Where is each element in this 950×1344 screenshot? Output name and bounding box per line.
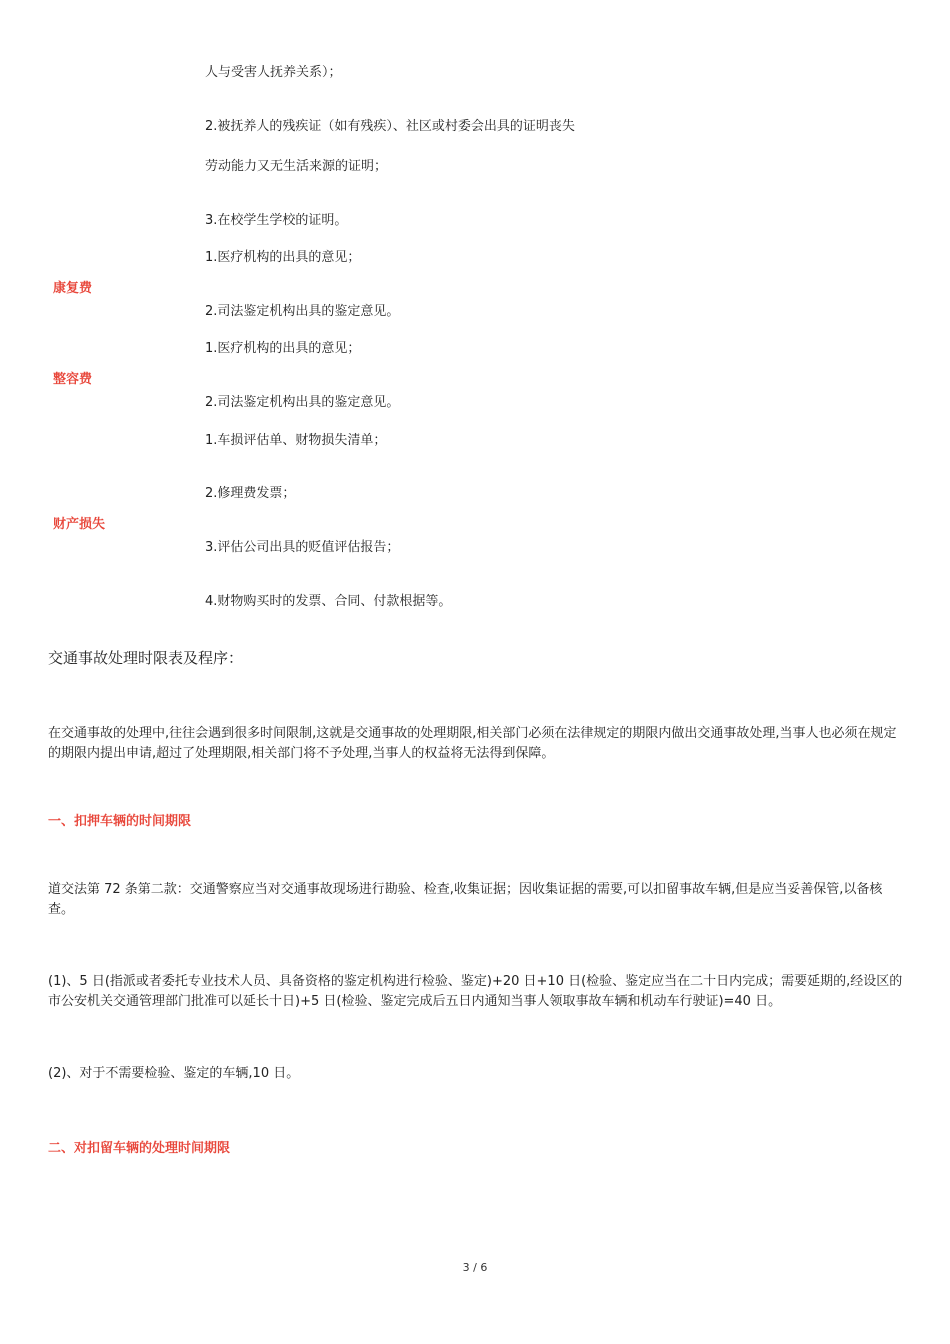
label-property-loss: 财产损失 (53, 517, 106, 532)
page-title: 交通事故处理时限表及程序： (48, 649, 244, 667)
section-title: 二、对扣留车辆的处理时间期限 (48, 1141, 231, 1156)
law-paragraph: 道交法第 72 条第二款：交通警察应当对交通事故现场进行勘验、检查,收集证据；因收集证据的需要,可以扣留事故车辆,但是应当妥善保管,以备核查。 (48, 882, 883, 917)
label-cosmetic-fee: 整容费 (53, 372, 93, 387)
table-row: 3.在校学生学校的证明。 (205, 213, 348, 228)
table-row: 3.评估公司出具的贬值评估报告； (205, 540, 400, 555)
label-rehab-fee: 康复费 (53, 281, 93, 296)
table-row: 2.修理费发票； (205, 486, 296, 501)
table-row: 2.被抚养人的残疾证（如有残疾）、社区或村委会出具的证明丧失 (205, 119, 575, 134)
table-row: 劳动能力又无生活来源的证明； (205, 159, 388, 174)
table-row: 2.司法鉴定机构出具的鉴定意见。 (205, 304, 400, 319)
table-row: 人与受害人抚养关系）； (205, 65, 342, 80)
table-row: 1.医疗机构的出具的意见； (205, 341, 361, 356)
list-item: (2)、对于不需要检验、鉴定的车辆,10 日。 (48, 1066, 300, 1081)
intro-paragraph: 在交通事故的处理中,往往会遇到很多时间限制,这就是交通事故的处理期限,相关部门必须在法律规定的期限内做出交通事故处理,当事人也必须在规定的期限内提出申请,超过了处理期限,相关部门将不予处理,当事人的权益将无法得到保障。 (48, 726, 897, 761)
page-number: 3 / 6 (462, 1261, 488, 1274)
list-item: (1)、5 日(指派或者委托专业技术人员、具备资格的鉴定机构进行检验、鉴定)+20 日+10 日(检验、鉴定应当在二十日内完成；需要延期的,经设区的市公安机关交通管理部门批准可以延长十日)+5 日(检验、鉴定完成后五日内通知当事人领取事故车辆和机动车行驶证)=40 日。 (48, 974, 903, 1009)
section-title: 一、扣押车辆的时间期限 (48, 814, 192, 829)
table-row: 2.司法鉴定机构出具的鉴定意见。 (205, 395, 400, 410)
table-row: 1.车损评估单、财物损失清单； (205, 433, 387, 448)
table-row: 1.医疗机构的出具的意见； (205, 250, 361, 265)
table-row: 4.财物购买时的发票、合同、付款根据等。 (205, 594, 452, 609)
